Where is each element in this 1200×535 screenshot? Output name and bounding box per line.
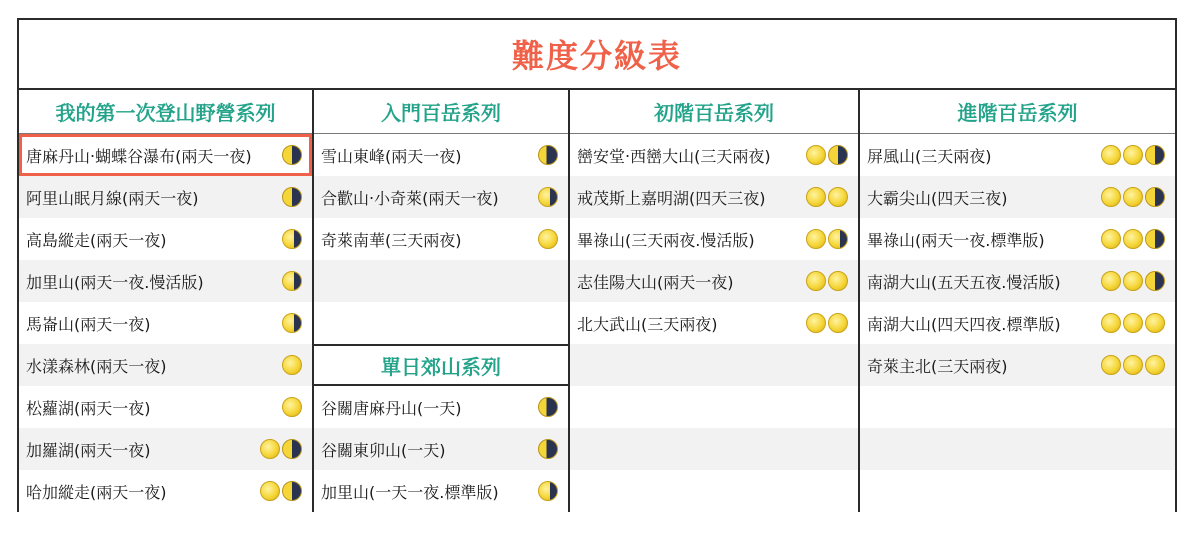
table-row <box>19 386 312 428</box>
trip-name: 谷關唐麻丹山(一天) <box>321 398 462 418</box>
moon-full-icon <box>1145 355 1165 375</box>
trip-name: 戒茂斯上嘉明湖(四天三夜) <box>577 188 766 208</box>
difficulty-rating <box>260 439 302 459</box>
column-elementary <box>570 90 860 510</box>
table-row <box>314 302 568 344</box>
table-row <box>314 218 568 260</box>
column-subheader: 單日郊山系列 <box>314 344 568 386</box>
column-advanced <box>860 90 1175 510</box>
table-row <box>860 470 1175 512</box>
moon-half-icon <box>1145 187 1165 207</box>
difficulty-rating <box>806 313 848 333</box>
difficulty-rating <box>1101 271 1165 291</box>
moon-full-icon <box>828 271 848 291</box>
moon-full-icon <box>806 187 826 207</box>
table-row <box>860 386 1175 428</box>
trip-name: 谷關東卯山(一天) <box>321 440 446 460</box>
moon-third-icon <box>538 397 558 417</box>
table-row <box>860 344 1175 386</box>
table-row <box>570 344 858 386</box>
moon-full-icon <box>260 439 280 459</box>
trip-name: 馬崙山(兩天一夜) <box>26 314 151 334</box>
column-beginner <box>314 90 570 510</box>
table-row <box>19 470 312 512</box>
table-row <box>19 428 312 470</box>
difficulty-rating <box>282 271 302 291</box>
moon-full-icon <box>1145 313 1165 333</box>
table-row <box>19 302 312 344</box>
trip-name: 南湖大山(四天四夜.標準版) <box>867 314 1061 334</box>
difficulty-rating <box>538 229 558 249</box>
moon-gib-icon <box>282 313 302 333</box>
moon-full-icon <box>1123 229 1143 249</box>
table-row <box>570 386 858 428</box>
table-row <box>570 428 858 470</box>
table-row <box>314 470 568 512</box>
table-row <box>19 344 312 386</box>
moon-third-icon <box>538 145 558 165</box>
moon-full-icon <box>806 313 826 333</box>
moon-full-icon <box>1101 313 1121 333</box>
moon-full-icon <box>1101 355 1121 375</box>
moon-full-icon <box>282 355 302 375</box>
trip-name: 奇萊南華(三天兩夜) <box>321 230 462 250</box>
table-row <box>19 134 312 176</box>
trip-name: 唐麻丹山‧蝴蝶谷瀑布(兩天一夜) <box>26 146 252 166</box>
difficulty-rating <box>282 313 302 333</box>
trip-name: 大霸尖山(四天三夜) <box>867 188 1008 208</box>
table-row <box>570 218 858 260</box>
table-row <box>860 260 1175 302</box>
column-first-camping <box>19 90 314 510</box>
moon-full-icon <box>828 313 848 333</box>
moon-third-icon <box>538 439 558 459</box>
table-row <box>860 218 1175 260</box>
table-row <box>570 134 858 176</box>
difficulty-rating <box>1101 229 1165 249</box>
table-row <box>570 302 858 344</box>
trip-name: 加里山(兩天一夜.慢活版) <box>26 272 204 292</box>
table-row <box>314 134 568 176</box>
moon-full-icon <box>1123 271 1143 291</box>
trip-name: 加羅湖(兩天一夜) <box>26 440 151 460</box>
table-row <box>314 428 568 470</box>
trip-name: 阿里山眠月線(兩天一夜) <box>26 188 199 208</box>
difficulty-rating <box>1101 313 1165 333</box>
trip-name: 畢祿山(三天兩夜.慢活版) <box>577 230 755 250</box>
difficulty-rating <box>538 481 558 501</box>
table-row <box>314 176 568 218</box>
moon-half-icon <box>282 187 302 207</box>
moon-full-icon <box>1123 145 1143 165</box>
moon-gib-icon <box>538 481 558 501</box>
moon-full-icon <box>282 397 302 417</box>
difficulty-rating <box>538 187 558 207</box>
table-row <box>570 470 858 512</box>
difficulty-rating <box>538 439 558 459</box>
moon-full-icon <box>1123 355 1143 375</box>
table-title: 難度分級表 <box>19 20 1175 90</box>
trip-name: 雪山東峰(兩天一夜) <box>321 146 462 166</box>
moon-full-icon <box>1101 187 1121 207</box>
difficulty-rating <box>806 229 848 249</box>
trip-name: 巒安堂‧西巒大山(三天兩夜) <box>577 146 771 166</box>
moon-full-icon <box>806 271 826 291</box>
trip-name: 北大武山(三天兩夜) <box>577 314 718 334</box>
trip-name: 高島縱走(兩天一夜) <box>26 230 167 250</box>
difficulty-rating <box>1101 145 1165 165</box>
trip-name: 志佳陽大山(兩天一夜) <box>577 272 734 292</box>
moon-full-icon <box>806 229 826 249</box>
table-row <box>570 176 858 218</box>
moon-half-icon <box>1145 271 1165 291</box>
trip-name: 奇萊主北(三天兩夜) <box>867 356 1008 376</box>
table-row <box>314 260 568 302</box>
moon-full-icon <box>1123 187 1143 207</box>
table-row <box>570 260 858 302</box>
moon-gib-icon <box>282 271 302 291</box>
column-header: 進階百岳系列 <box>860 90 1175 134</box>
difficulty-rating <box>282 397 302 417</box>
column-header: 初階百岳系列 <box>570 90 858 134</box>
moon-full-icon <box>828 187 848 207</box>
difficulty-rating <box>282 355 302 375</box>
moon-half-icon <box>282 481 302 501</box>
table-row <box>19 218 312 260</box>
difficulty-rating <box>806 271 848 291</box>
trip-name: 水漾森林(兩天一夜) <box>26 356 167 376</box>
difficulty-rating <box>282 229 302 249</box>
moon-gib-icon <box>538 187 558 207</box>
difficulty-rating <box>806 187 848 207</box>
trip-name: 畢祿山(兩天一夜.標準版) <box>867 230 1045 250</box>
moon-full-icon <box>1123 313 1143 333</box>
table-row <box>19 260 312 302</box>
difficulty-rating <box>538 397 558 417</box>
difficulty-rating <box>282 145 302 165</box>
moon-full-icon <box>538 229 558 249</box>
moon-half-icon <box>282 145 302 165</box>
moon-full-icon <box>1101 145 1121 165</box>
moon-half-icon <box>1145 229 1165 249</box>
trip-name: 合歡山‧小奇萊(兩天一夜) <box>321 188 499 208</box>
table-row <box>860 302 1175 344</box>
column-header: 我的第一次登山野營系列 <box>19 90 312 134</box>
moon-full-icon <box>1101 271 1121 291</box>
moon-full-icon <box>1101 229 1121 249</box>
table-row <box>314 386 568 428</box>
moon-half-icon <box>282 439 302 459</box>
table-row <box>860 134 1175 176</box>
moon-half-icon <box>828 145 848 165</box>
difficulty-table <box>17 18 1177 512</box>
moon-gib-icon <box>828 229 848 249</box>
table-row <box>860 428 1175 470</box>
difficulty-rating <box>1101 187 1165 207</box>
difficulty-rating <box>260 481 302 501</box>
difficulty-rating <box>282 187 302 207</box>
trip-name: 屏風山(三天兩夜) <box>867 146 992 166</box>
trip-name: 哈加縱走(兩天一夜) <box>26 482 167 502</box>
moon-half-icon <box>1145 145 1165 165</box>
difficulty-rating <box>1101 355 1165 375</box>
trip-name: 加里山(一天一夜.標準版) <box>321 482 499 502</box>
trip-name: 南湖大山(五天五夜.慢活版) <box>867 272 1061 292</box>
difficulty-rating <box>538 145 558 165</box>
moon-full-icon <box>806 145 826 165</box>
table-row <box>860 176 1175 218</box>
table-row <box>19 176 312 218</box>
moon-gib-icon <box>282 229 302 249</box>
trip-name: 松蘿湖(兩天一夜) <box>26 398 151 418</box>
difficulty-rating <box>806 145 848 165</box>
column-header: 入門百岳系列 <box>314 90 568 134</box>
moon-full-icon <box>260 481 280 501</box>
